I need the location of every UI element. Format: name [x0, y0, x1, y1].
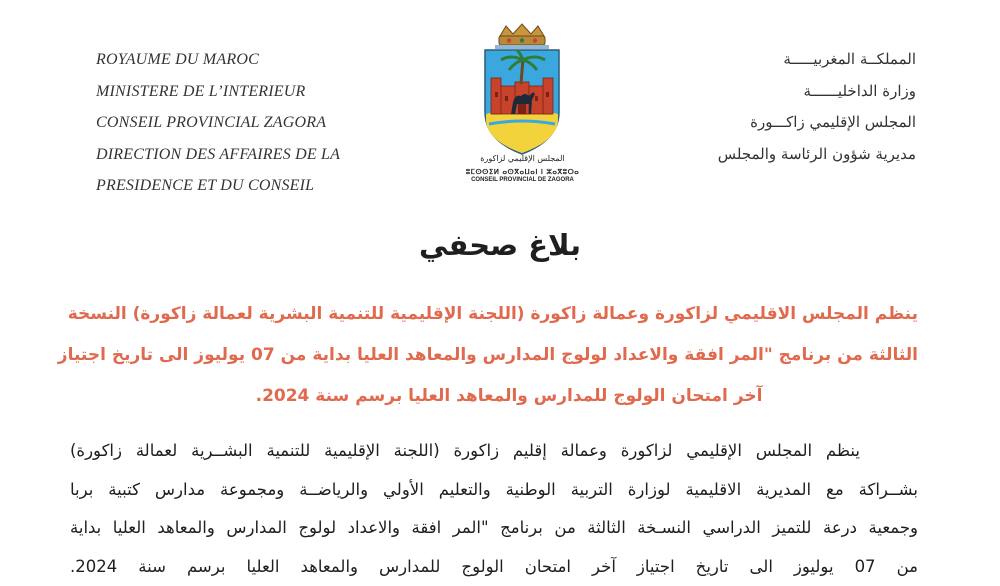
emblem-caption-arabic: المجلس الإقليمي لزاكورة: [455, 154, 590, 163]
emblem-caption-tifinagh: ⵓⵎⵙⵙⵉⵍ ⴰⵙⴳⴰⵡⴰⵏ ⵏ ⵣⴰⴳⵓⵔⴰ: [455, 167, 590, 176]
header-arabic: [656, 44, 916, 170]
headline-line: الثالثة من برنامج "المر افقة والاعداد لولوج المدارس والمعاهد العليا بداية من 07 يوليوز الى تاريخ اجتياز: [100, 335, 918, 376]
body-line: وجمعية درعة للتميز الدراسي النسـخة الثالثة من برنامج "المر افقة والاعداد لولوج المدارس والمعاهد العليا بداية: [70, 509, 918, 548]
body-line: ينظم المجلس الإقليمي لزاكورة وعمالة إقليم زاكورة (اللجنة الإقليمية للتنمية البشــرية لعمالة زاكورة): [70, 432, 918, 471]
document-title: بلاغ صحفي: [0, 228, 1000, 262]
header-fr-line: DIRECTION DES AFFAIRES DE LA: [96, 139, 426, 171]
header-ar-line: المجلس الإقليمي زاكـــورة: [656, 107, 916, 139]
headline-line: آخر امتحان الولوج للمدارس والمعاهد العليا برسم سنة 2024.: [100, 376, 918, 417]
header-ar-line: وزارة الداخليــــــة: [656, 76, 916, 108]
header-fr-line: ROYAUME DU MAROC: [96, 44, 426, 76]
emblem-shield-icon: [455, 22, 590, 157]
body-line: بشــراكة مع المديرية الاقليمية لوزارة التربية الوطنية والتعليم الأولي والرياضــة ومجموعة مدارس كتبية بربا: [70, 471, 918, 510]
header-french: [96, 44, 426, 202]
header-fr-line: PRESIDENCE ET DU CONSEIL: [96, 170, 426, 202]
header-ar-line: مديرية شؤون الرئاسة والمجلس: [656, 139, 916, 171]
emblem-caption-french: CONSEIL PROVINCIAL DE ZAGORA: [455, 177, 590, 183]
header-ar-line: المملكــة المغربيـــــة: [656, 44, 916, 76]
crown-icon: [495, 24, 549, 49]
header-fr-line: CONSEIL PROVINCIAL ZAGORA: [96, 107, 426, 139]
header-fr-line: MINISTERE DE L’INTERIEUR: [96, 76, 426, 108]
headline-paragraph: [100, 294, 918, 417]
headline-line: ينظم المجلس الاقليمي لزاكورة وعمالة زاكورة (اللجنة الإقليمية للتنمية البشرية لعمالة زاكورة) النسخة: [100, 294, 918, 335]
body-line: من 07 يوليوز الى تاريخ اجتياز آخر امتحان الولوج للمدارس والمعاهد العليا برسم سنة 2024.: [70, 548, 918, 586]
